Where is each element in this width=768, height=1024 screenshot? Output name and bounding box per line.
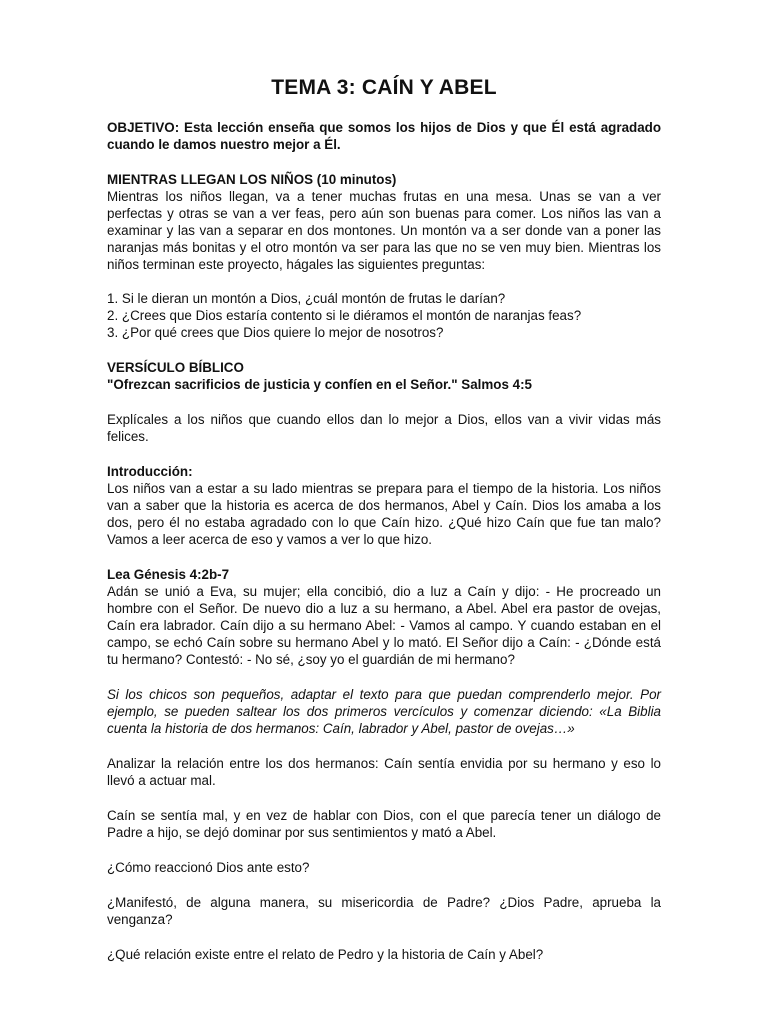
analysis-paragraph: Analizar la relación entre los dos hermanos: Caín sentía envidia por su hermano y eso lo llevó a actuar mal.	[107, 756, 661, 788]
objective-text: OBJETIVO: Esta lección enseña que somos los hijos de Dios y que Él está agradado cuando le damos nuestro mejor a Él.	[107, 120, 661, 152]
question-item: 3. ¿Por qué crees que Dios quiere lo mejor de nosotros?	[107, 325, 444, 340]
reading-heading: Lea Génesis 4:2b-7	[107, 567, 230, 582]
reading-note: Si los chicos son pequeños, adaptar el texto para que puedan comprenderlo mejor. Por ejemplo, se pueden saltear los dos primeros vercículos y comenzar diciendo: «La Biblia cuenta la historia de dos hermanos: Caín, labrador y Abel, pastor de ovejas…»	[107, 687, 661, 736]
page-title: TEMA 3: CAÍN Y ABEL	[271, 76, 497, 99]
arrival-heading: MIENTRAS LLEGAN LOS NIÑOS (10 minutos)	[107, 172, 397, 187]
analysis-question: ¿Qué relación existe entre el relato de Pedro y la historia de Caín y Abel?	[107, 947, 544, 962]
introduction-heading: Introducción:	[107, 464, 193, 479]
question-item: 1. Si le dieran un montón a Dios, ¿cuál montón de frutas le darían?	[107, 291, 506, 306]
arrival-body: Mientras los niños llegan, va a tener muchas frutas en una mesa. Unas se van a ver perfectas y otras se van a ver feas, pero aún son buenas para comer. Los niños las van a examinar y las van a separar en dos montones. Un montón va a ser donde van a poner las naranjas más bonitas y el otro montón va ser para las que no se ven muy bien. Mientras los niños terminan este proyecto, hágales las siguientes preguntas:	[107, 189, 661, 272]
verse-text: "Ofrezcan sacrificios de justicia y confíen en el Señor." Salmos 4:5	[107, 377, 532, 392]
analysis-question: ¿Cómo reaccionó Dios ante esto?	[107, 860, 310, 875]
question-item: 2. ¿Crees que Dios estaría contento si le diéramos el montón de naranjas feas?	[107, 308, 582, 323]
analysis-paragraph: Caín se sentía mal, y en vez de hablar con Dios, con el que parecía tener un diálogo de Padre a hijo, se dejó dominar por sus sentimientos y mató a Abel.	[107, 808, 661, 840]
analysis-question: ¿Manifestó, de alguna manera, su misericordia de Padre? ¿Dios Padre, aprueba la venganza?	[107, 895, 661, 927]
verse-explanation: Explícales a los niños que cuando ellos dan lo mejor a Dios, ellos van a vivir vidas más felices.	[107, 412, 661, 444]
verse-heading: VERSÍCULO BÍBLICO	[107, 360, 244, 375]
document-page	[107, 0, 661, 963]
introduction-body: Los niños van a estar a su lado mientras se prepara para el tiempo de la historia. Los niños van a saber que la historia es acerca de dos hermanos, Abel y Caín. Dios los amaba a los dos, pero él no estaba agradado con lo que Caín hizo. ¿Qué hizo Caín que fue tan malo? Vamos a leer acerca de eso y vamos a ver lo que hizo.	[107, 481, 661, 547]
reading-body: Adán se unió a Eva, su mujer; ella concibió, dio a luz a Caín y dijo: - He procreado un hombre con el Señor. De nuevo dio a luz a su hermano, a Abel. Abel era pastor de ovejas, Caín era labrador. Caín dijo a su hermano Abel: - Vamos al campo. Y cuando estaban en el campo, se echó Caín sobre su hermano Abel y lo mató. El Señor dijo a Caín: - ¿Dónde está tu hermano? Contestó: - No sé, ¿soy yo el guardián de mi hermano?	[107, 584, 661, 667]
